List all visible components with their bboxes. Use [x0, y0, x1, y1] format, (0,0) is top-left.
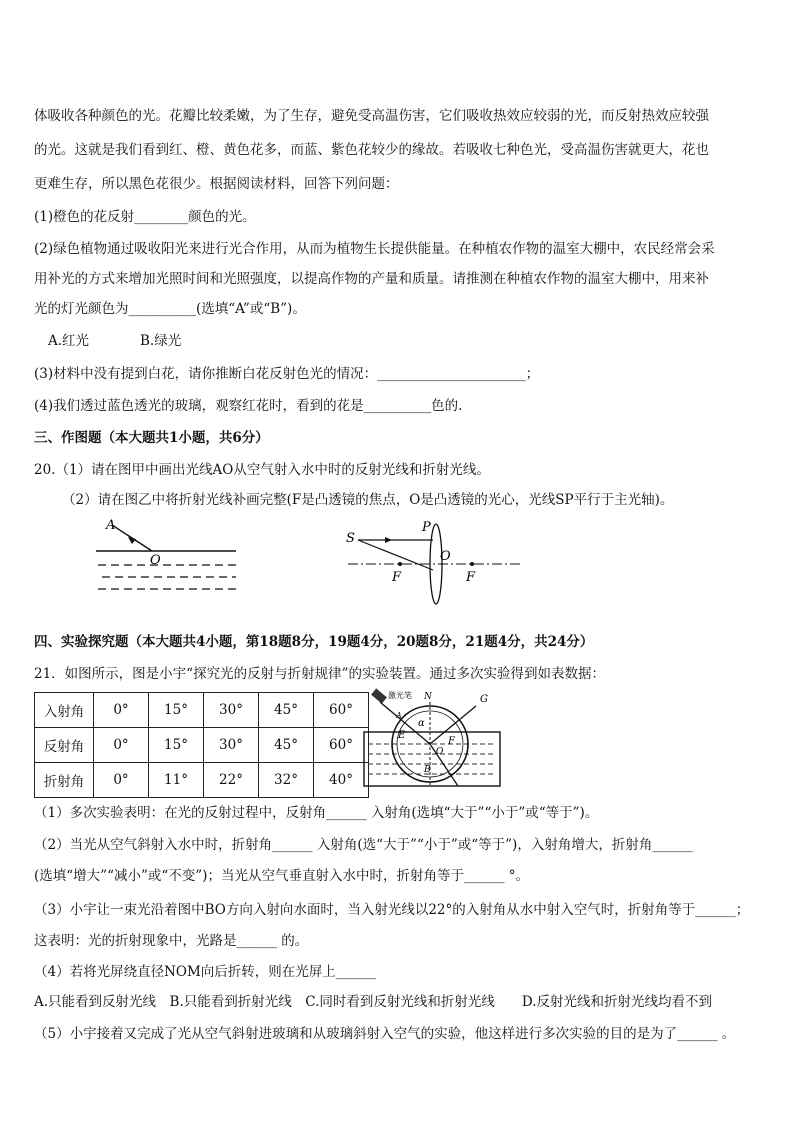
- row-head: 入射角: [35, 693, 94, 728]
- q21-sub4: （4）若将光屏绕直径NOM向后折转，则在光屏上______: [34, 964, 377, 980]
- q21-sub3-line1: （3）小宇让一束光沿着图中BO方向入射向水面时，当入射光线以22°的入射角从水中射入空气时，折射角等于______；: [34, 902, 750, 918]
- table-cell: 60°: [314, 693, 369, 728]
- table-cell: 11°: [149, 763, 204, 798]
- table-row: [35, 763, 369, 798]
- material-line-3: 更难生存，所以黑色花很少。根据阅读材料，回答下列问题：: [34, 176, 399, 192]
- q21-sub2-line2: (选填“增大”“减小”或“不变”)；当光从空气垂直射入水中时，折射角等于______ °。: [34, 868, 529, 884]
- table-cell: 60°: [314, 728, 369, 763]
- label-g: G: [480, 694, 488, 705]
- label-b: B: [424, 765, 431, 775]
- table-cell: 0°: [94, 763, 149, 798]
- label-s: S: [346, 531, 355, 546]
- label-o: O: [150, 553, 161, 568]
- q19-sub2-line3: 光的灯光颜色为__________(选填“A”或“B”)。: [34, 301, 306, 317]
- q19-sub1: (1)橙色的花反射________颜色的光。: [34, 209, 256, 225]
- label-a: A: [106, 518, 116, 533]
- table-row: [35, 728, 369, 763]
- water-hatch: [368, 744, 496, 774]
- q19-sub2-line1: (2)绿色植物通过吸收阳光来进行光合作用，从而为植物生长提供能量。在种植农作物的温室大棚中，农民经常会采: [34, 241, 715, 257]
- focus-left-dot: [398, 562, 402, 566]
- figure-yi: [340, 518, 530, 610]
- material-line-2: 的光。这就是我们看到红、橙、黄色花多，而蓝、紫色花较少的缘故。若吸收七种色光，受高温伤害就更大，花也: [34, 142, 709, 158]
- table-cell: 0°: [94, 728, 149, 763]
- label-e: E: [398, 730, 406, 741]
- ray-s-lens: [358, 540, 433, 570]
- table-row: [35, 693, 369, 728]
- table-cell: 15°: [149, 693, 204, 728]
- table-cell: 40°: [314, 763, 369, 798]
- q21-sub5: （5）小宇接着又完成了光从空气斜射进玻璃和从玻璃斜射入空气的实验，他这样进行多次实验的目的是为了______ 。: [34, 1026, 736, 1042]
- q19-sub4: (4)我们透过蓝色透光的玻璃，观察红花时，看到的花是__________色的.: [34, 398, 463, 414]
- row-head: 折射角: [35, 763, 94, 798]
- table-cell: 0°: [94, 693, 149, 728]
- table-cell: 30°: [204, 728, 259, 763]
- label-o: O: [440, 549, 451, 564]
- figure-jia: [92, 515, 242, 605]
- water-tank: [364, 732, 500, 786]
- row-head: 反射角: [35, 728, 94, 763]
- material-line-1: 体吸收各种颜色的光。花瓣比较柔嫩，为了生存，避免受高温伤害，它们吸收热效应较弱的光，而反射热效应较强: [34, 108, 709, 124]
- angle-table: [34, 692, 369, 798]
- table-cell: 32°: [259, 763, 314, 798]
- q21-sub3-line2: 这表明：光的折射现象中，光路是______ 的。: [34, 933, 309, 949]
- label-f-left: F: [392, 570, 402, 585]
- label-n: N: [424, 692, 432, 702]
- label-alpha: α: [418, 718, 425, 729]
- experiment-figure: [358, 688, 508, 798]
- focus-right-dot: [470, 562, 474, 566]
- q19-sub3: (3)材料中没有提到白花，请你推断白花反射色光的情况：______________________；: [34, 366, 540, 382]
- q20-part1: 20.（1）请在图甲中画出光线AO从空气射入水中时的反射光线和折射光线。: [34, 462, 490, 478]
- q19-option-b: B.绿光: [140, 333, 182, 349]
- q21-intro: 21．如图所示，图是小宇“探究光的反射与折射规律”的实验装置。通过多次实验得到如表数据：: [34, 666, 605, 682]
- q19-sub2-line2: 用补光的方式来增加光照时间和光照强度，以提高作物的产量和质量。请推测在种植农作物的温室大棚中，用来补: [34, 271, 709, 287]
- table-cell: 22°: [204, 763, 259, 798]
- table-cell: 15°: [149, 728, 204, 763]
- section-4-title: 四、实验探究题（本大题共4小题，第18题8分，19题4分，20题8分，21题4分，共24分）: [34, 634, 594, 650]
- label-a: A: [396, 711, 402, 720]
- ray-sp-arrow: [385, 537, 392, 543]
- section-3-title: 三、作图题（本大题共1小题，共6分）: [34, 430, 269, 446]
- q21-sub2-line1: （2）当光从空气斜射入水中时，折射角______ 入射角(选“大于”“小于”或“等于”)，入射角增大，折射角______: [34, 837, 693, 853]
- label-laser: 激光笔: [388, 691, 412, 700]
- q21-sub4-options: A.只能看到反射光线 B.只能看到折射光线 C.同时看到反射光线和折射光线 D.反射光线和折射光线均看不到: [34, 994, 713, 1010]
- q20-part2: （2）请在图乙中将折射光线补画完整(F是凸透镜的焦点，O是凸透镜的光心，光线SP平行于主光轴)。: [62, 492, 674, 508]
- q21-sub1: （1）多次实验表明：在光的反射过程中，反射角______ 入射角(选填“大于”“小于”或“等于”)。: [34, 805, 599, 821]
- label-f-right: F: [466, 570, 476, 585]
- label-f: F: [448, 736, 455, 747]
- q19-option-a: A.红光: [48, 333, 90, 349]
- label-o: O: [436, 747, 444, 757]
- laser-pen: [371, 688, 387, 703]
- label-p: P: [422, 520, 431, 535]
- table-cell: 30°: [204, 693, 259, 728]
- table-cell: 45°: [259, 693, 314, 728]
- table-cell: 45°: [259, 728, 314, 763]
- water-hatch: [98, 565, 236, 589]
